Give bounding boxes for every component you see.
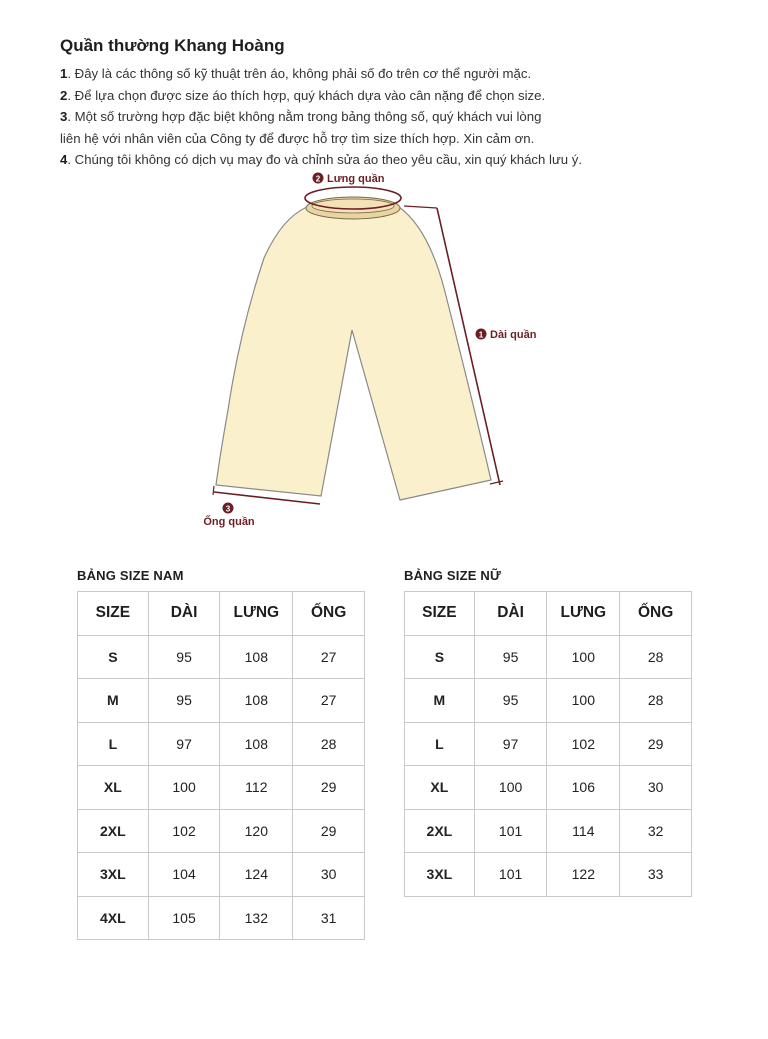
note-line — [60, 106, 700, 128]
women-size-table — [404, 591, 692, 897]
note-text: . Để lựa chọn được size áo thích hợp, quý khách dựa vào cân nặng để chọn size. — [67, 87, 546, 103]
hem-cell: 30 — [620, 766, 692, 810]
note-number: 1 — [60, 66, 68, 81]
length-cell: 104 — [148, 853, 220, 897]
size-cell: 2XL — [405, 809, 475, 853]
note-text: . Đây là các thông số kỹ thuật trên áo, không phải số đo trên cơ thể người mặc. — [67, 66, 532, 81]
note-number: 4 — [60, 152, 68, 167]
note-number: 2 — [60, 87, 68, 103]
men-size-table — [77, 591, 365, 940]
length-measure-line — [404, 206, 437, 208]
table-header-row — [405, 592, 692, 636]
pants-illustration — [0, 165, 768, 535]
hem-cell: 33 — [620, 853, 692, 897]
header-length: DÀI — [148, 592, 220, 636]
waistband-inner — [312, 199, 394, 213]
table-row — [78, 853, 365, 897]
hem-cell: 30 — [293, 853, 365, 897]
hem-cell: 31 — [293, 896, 365, 940]
table-row — [78, 896, 365, 940]
page-title: Quần thường Khang Hoàng — [60, 36, 285, 55]
waist-cell: 100 — [547, 679, 620, 723]
length-cell: 102 — [148, 809, 220, 853]
note-line — [60, 63, 700, 85]
header-size: SIZE — [405, 592, 475, 636]
table-row — [405, 722, 692, 766]
size-cell: 2XL — [78, 809, 149, 853]
waist-cell: 108 — [220, 679, 293, 723]
table-row — [78, 766, 365, 810]
table-row — [78, 809, 365, 853]
header-hem: ỐNG — [620, 592, 692, 636]
waist-label: Lưng quần — [327, 173, 385, 185]
hem-cell: 29 — [620, 722, 692, 766]
size-cell: L — [78, 722, 149, 766]
waist-number: 2 — [315, 174, 321, 184]
waist-cell: 114 — [547, 809, 620, 853]
note-text: . Chúng tôi không có dịch vụ may đo và chỉnh sửa áo theo yêu cầu, xin quý khách lưu ý. — [67, 152, 583, 167]
waist-cell: 122 — [547, 853, 620, 897]
note-text: . Một số trường hợp đặc biệt không nằm trong bảng thông số, quý khách vui lòng — [67, 109, 542, 124]
waist-cell: 108 — [220, 635, 293, 679]
table-row — [405, 635, 692, 679]
women-table-title: BẢNG SIZE NỮ — [404, 568, 501, 583]
note-number: 3 — [60, 109, 68, 124]
table-row — [405, 809, 692, 853]
table-row — [405, 766, 692, 810]
size-cell: M — [78, 679, 149, 723]
header-waist: LƯNG — [547, 592, 620, 636]
size-cell: S — [405, 635, 475, 679]
size-cell: 3XL — [405, 853, 475, 897]
header-size: SIZE — [78, 592, 149, 636]
length-cell: 95 — [474, 635, 547, 679]
waist-cell: 102 — [547, 722, 620, 766]
header-length: DÀI — [474, 592, 547, 636]
hem-cell: 28 — [620, 635, 692, 679]
waist-cell: 108 — [220, 722, 293, 766]
size-cell: 3XL — [78, 853, 149, 897]
table-row — [78, 635, 365, 679]
hem-cell: 29 — [293, 766, 365, 810]
length-cell: 100 — [148, 766, 220, 810]
pants-shape — [216, 207, 491, 500]
table-row — [78, 722, 365, 766]
size-cell: M — [405, 679, 475, 723]
waist-cell: 124 — [220, 853, 293, 897]
size-cell: XL — [405, 766, 475, 810]
length-cell: 101 — [474, 809, 547, 853]
size-cell: S — [78, 635, 149, 679]
note-line — [60, 85, 700, 107]
table-row — [78, 679, 365, 723]
hem-cell: 27 — [293, 635, 365, 679]
table-row — [405, 853, 692, 897]
hem-number: 3 — [225, 504, 231, 514]
waist-cell: 100 — [547, 635, 620, 679]
length-label: Dài quần — [490, 329, 537, 341]
hem-cell: 32 — [620, 809, 692, 853]
length-cell: 95 — [148, 679, 220, 723]
hem-cell: 29 — [293, 809, 365, 853]
notes-list — [60, 63, 700, 171]
size-cell: XL — [78, 766, 149, 810]
hem-cell: 28 — [293, 722, 365, 766]
header-waist: LƯNG — [220, 592, 293, 636]
size-cell: 4XL — [78, 896, 149, 940]
note-line — [60, 128, 700, 150]
length-number: 1 — [478, 330, 484, 340]
size-cell: L — [405, 722, 475, 766]
length-measure-tick — [490, 481, 503, 484]
table-header-row — [78, 592, 365, 636]
length-cell: 97 — [474, 722, 547, 766]
length-cell: 100 — [474, 766, 547, 810]
length-cell: 97 — [148, 722, 220, 766]
hem-measure-tick — [213, 486, 214, 495]
hem-label: Ống quần — [203, 516, 255, 528]
length-cell: 105 — [148, 896, 220, 940]
length-cell: 95 — [474, 679, 547, 723]
waist-cell: 106 — [547, 766, 620, 810]
length-cell: 101 — [474, 853, 547, 897]
header-hem: ỐNG — [293, 592, 365, 636]
note-text: liên hệ với nhân viên của Công ty để được hỗ trợ tìm size thích hợp. Xin cảm ơn. — [60, 130, 535, 146]
length-cell: 95 — [148, 635, 220, 679]
hem-cell: 28 — [620, 679, 692, 723]
waist-cell: 132 — [220, 896, 293, 940]
pants-diagram — [0, 165, 768, 535]
waist-cell: 120 — [220, 809, 293, 853]
table-row — [405, 679, 692, 723]
men-table-title: BẢNG SIZE NAM — [77, 568, 184, 583]
waist-cell: 112 — [220, 766, 293, 810]
hem-cell: 27 — [293, 679, 365, 723]
